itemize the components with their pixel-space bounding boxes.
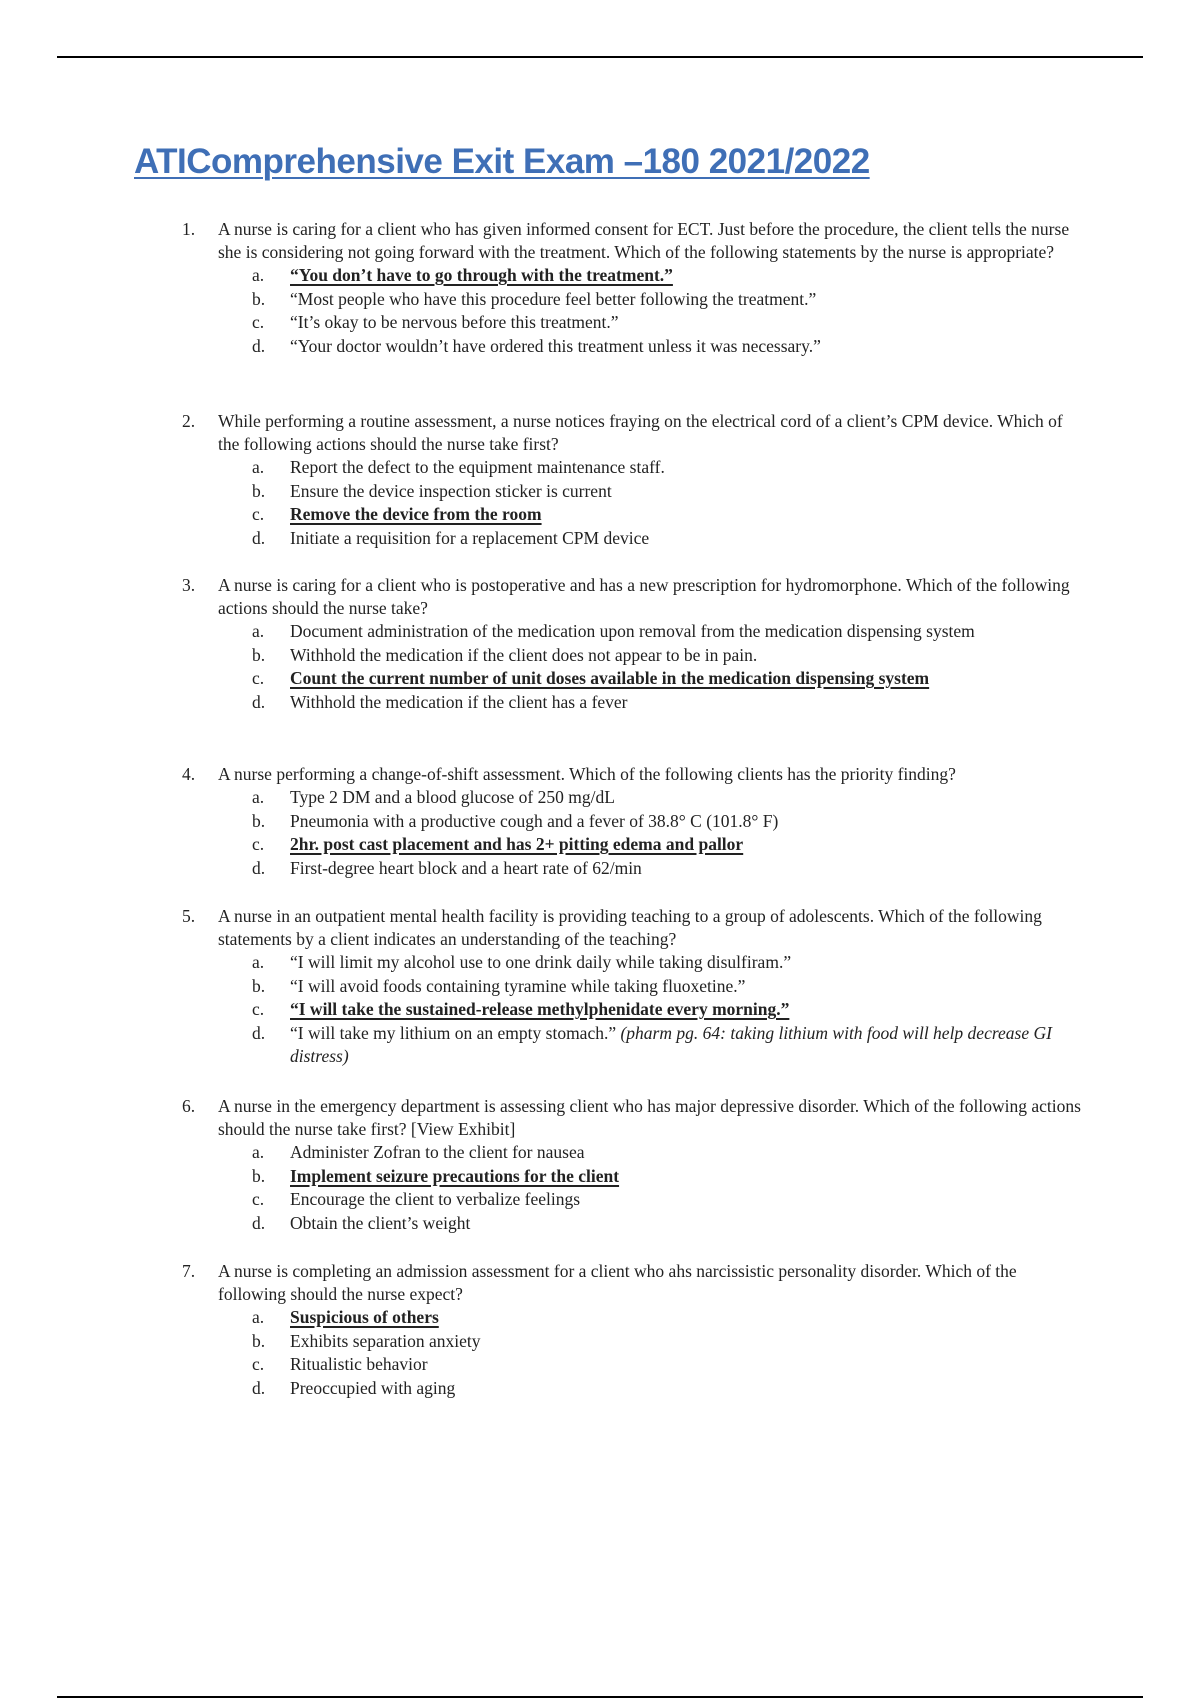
question-2 [182, 410, 1082, 550]
answer-option [252, 335, 1082, 359]
answer-option [252, 1141, 1082, 1165]
option-letter: a. [252, 265, 265, 285]
option-letter: d. [252, 335, 266, 356]
option-text-wrap [290, 335, 1082, 359]
answer-option [252, 1330, 1082, 1354]
option-text: Ritualistic behavior [290, 1354, 428, 1374]
question-number: 1. [182, 219, 196, 239]
correct-answer-option [252, 833, 1082, 857]
option-text-wrap [290, 857, 1082, 881]
option-text-wrap [290, 264, 1082, 288]
option-text: “I will limit my alcohol use to one drink daily while taking disulfiram.” [290, 952, 792, 972]
option-list [182, 620, 1082, 714]
option-letter: b. [252, 644, 266, 665]
option-letter: d. [252, 1022, 266, 1043]
option-list [182, 951, 1082, 1069]
option-text-wrap [290, 833, 1082, 857]
answer-option [252, 810, 1082, 834]
option-text: Remove the device from the room [290, 504, 542, 524]
question-text: A nurse is completing an admission assessment for a client who ahs narcissistic personality disorder. Which of the following should the nurse expect? [218, 1261, 1017, 1304]
answer-option [252, 456, 1082, 480]
correct-answer-option [252, 1306, 1082, 1330]
option-text-wrap [290, 951, 1082, 975]
option-list [182, 456, 1082, 550]
option-text: “It’s okay to be nervous before this treatment.” [290, 312, 619, 332]
answer-option [252, 288, 1082, 312]
option-letter: a. [252, 952, 265, 972]
option-list [182, 1141, 1082, 1235]
option-letter: d. [252, 1212, 266, 1233]
option-list [182, 786, 1082, 880]
option-text: Exhibits separation anxiety [290, 1330, 481, 1351]
option-text-wrap [290, 667, 1082, 691]
option-text: Initiate a requisition for a replacement CPM device [290, 527, 650, 548]
question-text: A nurse in the emergency department is assessing client who has major depressive disorder. Which of the following actions should the nurse take first? [View Exhibit] [218, 1096, 1081, 1139]
question-text: A nurse in an outpatient mental health facility is providing teaching to a group of adolescents. Which of the following statements by a client indicates an understanding of the teaching? [218, 906, 1042, 949]
question-number: 3. [182, 575, 196, 595]
answer-option [252, 975, 1082, 999]
question-number: 4. [182, 764, 196, 784]
option-text-wrap [290, 1212, 1082, 1236]
option-letter: a. [252, 787, 265, 807]
bottom-rule [57, 1696, 1143, 1698]
option-text-wrap [290, 1306, 1082, 1330]
option-text: “I will take my lithium on an empty stomach.” [290, 1022, 617, 1043]
answer-option [252, 951, 1082, 975]
option-text: “I will take the sustained-release methylphenidate every morning.” [290, 999, 790, 1019]
option-text: Withhold the medication if the client does not appear to be in pain. [290, 644, 758, 665]
option-letter: b. [252, 480, 266, 501]
answer-option [252, 311, 1082, 335]
question-text: While performing a routine assessment, a nurse notices fraying on the electrical cord of a client’s CPM device. Which of the following actions should the nurse take first? [218, 411, 1063, 454]
option-text-wrap [290, 1022, 1082, 1069]
option-text-wrap [290, 1353, 1082, 1377]
option-text: Obtain the client’s weight [290, 1212, 471, 1233]
option-text: 2hr. post cast placement and has 2+ pitting edema and pallor [290, 834, 744, 854]
question-number: 5. [182, 906, 196, 926]
option-text: Type 2 DM and a blood glucose of 250 mg/dL [290, 787, 615, 807]
option-letter: d. [252, 857, 266, 878]
question-6 [182, 1095, 1082, 1235]
answer-option [252, 527, 1082, 551]
correct-answer-option [252, 667, 1082, 691]
option-text: Implement seizure precautions for the client [290, 1165, 620, 1186]
option-text: Administer Zofran to the client for nausea [290, 1142, 585, 1162]
option-letter: c. [252, 504, 265, 524]
option-letter: c. [252, 1354, 265, 1374]
option-text-wrap [290, 288, 1082, 312]
option-letter: c. [252, 668, 265, 688]
question-7 [182, 1260, 1082, 1400]
question-number: 2. [182, 411, 196, 431]
option-letter: d. [252, 691, 266, 712]
answer-option [252, 857, 1082, 881]
option-text-wrap [290, 975, 1082, 999]
option-letter: a. [252, 1307, 265, 1327]
option-letter: d. [252, 527, 266, 548]
option-text-wrap [290, 1188, 1082, 1212]
question-5 [182, 905, 1082, 1069]
correct-answer-option [252, 264, 1082, 288]
answer-option [252, 1188, 1082, 1212]
option-text-wrap [290, 1377, 1082, 1401]
question-number: 7. [182, 1261, 196, 1281]
option-text: Withhold the medication if the client has a fever [290, 691, 628, 712]
question-text: A nurse is caring for a client who has given informed consent for ECT. Just before the procedure, the client tells the nurse she is considering not going forward with the treatment. Which of the following statements by the nurse is appropriate? [218, 219, 1070, 262]
answer-option [252, 786, 1082, 810]
option-letter: d. [252, 1377, 266, 1398]
correct-answer-option [252, 998, 1082, 1022]
option-text: Preoccupied with aging [290, 1377, 456, 1398]
option-text: First-degree heart block and a heart rate of 62/min [290, 857, 642, 878]
option-text-wrap [290, 480, 1082, 504]
option-letter: b. [252, 1165, 266, 1186]
answer-option [252, 1353, 1082, 1377]
option-text-wrap [290, 620, 1082, 644]
top-rule [57, 56, 1143, 58]
answer-option [252, 480, 1082, 504]
option-text: “I will avoid foods containing tyramine while taking fluoxetine.” [290, 975, 746, 996]
option-letter: b. [252, 975, 266, 996]
option-text-wrap [290, 527, 1082, 551]
option-text: Report the defect to the equipment maintenance staff. [290, 457, 665, 477]
option-letter: a. [252, 1142, 265, 1162]
option-text: Count the current number of unit doses available in the medication dispensing system [290, 668, 930, 688]
correct-answer-option [252, 503, 1082, 527]
option-letter: c. [252, 999, 265, 1019]
option-text-wrap [290, 810, 1082, 834]
option-text: “Your doctor wouldn’t have ordered this treatment unless it was necessary.” [290, 335, 821, 356]
option-letter: c. [252, 1189, 265, 1209]
option-text-wrap [290, 1330, 1082, 1354]
option-letter: c. [252, 312, 265, 332]
option-text: Encourage the client to verbalize feelings [290, 1189, 581, 1209]
answer-option [252, 1022, 1082, 1069]
option-list [182, 264, 1082, 358]
option-text-wrap [290, 998, 1082, 1022]
option-text: Document administration of the medication upon removal from the medication dispensing system [290, 621, 975, 641]
option-text-wrap [290, 1165, 1082, 1189]
option-letter: b. [252, 1330, 266, 1351]
option-text: Ensure the device inspection sticker is current [290, 480, 612, 501]
option-text-wrap [290, 456, 1082, 480]
page-title: ATIComprehensive Exit Exam –180 2021/2022 [134, 142, 870, 181]
option-text: Pneumonia with a productive cough and a fever of 38.8° C (101.8° F) [290, 810, 779, 831]
option-text-wrap [290, 644, 1082, 668]
answer-option [252, 644, 1082, 668]
option-letter: c. [252, 834, 265, 854]
option-text: “Most people who have this procedure feel better following the treatment.” [290, 288, 817, 309]
question-number: 6. [182, 1096, 196, 1116]
correct-answer-option [252, 1165, 1082, 1189]
option-letter: b. [252, 810, 266, 831]
option-letter: a. [252, 457, 265, 477]
option-text-wrap [290, 786, 1082, 810]
option-text-wrap [290, 1141, 1082, 1165]
question-text: A nurse is caring for a client who is postoperative and has a new prescription for hydromorphone. Which of the following actions should the nurse take? [218, 575, 1070, 618]
option-text: “You don’t have to go through with the treatment.” [290, 265, 673, 285]
option-list [182, 1306, 1082, 1400]
option-letter: b. [252, 288, 266, 309]
answer-option [252, 691, 1082, 715]
answer-option [252, 620, 1082, 644]
question-4 [182, 763, 1082, 880]
option-text-wrap [290, 691, 1082, 715]
question-1 [182, 218, 1082, 358]
option-text-wrap [290, 503, 1082, 527]
question-text: A nurse performing a change-of-shift assessment. Which of the following clients has the priority finding? [218, 764, 956, 784]
option-letter: a. [252, 621, 265, 641]
answer-option [252, 1212, 1082, 1236]
question-3 [182, 574, 1082, 714]
option-text: Suspicious of others [290, 1307, 439, 1327]
option-text-wrap [290, 311, 1082, 335]
answer-option [252, 1377, 1082, 1401]
option-note: (pharm pg. 64: taking lithium with food will help decrease GI distress) [290, 1022, 1052, 1066]
